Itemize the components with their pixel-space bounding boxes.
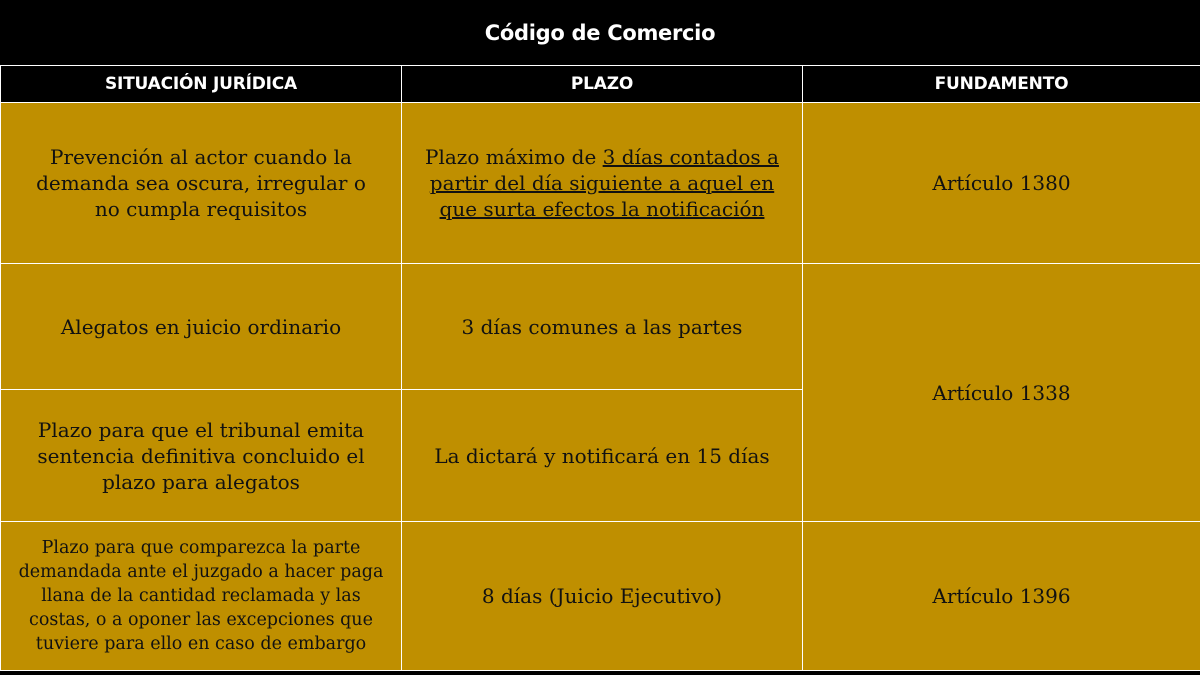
cell-situacion: Alegatos en juicio ordinario: [1, 264, 402, 390]
cell-situacion: Prevención al actor cuando la demanda sea oscura, irregular o no cumpla requisitos: [1, 103, 402, 264]
legal-terms-table: [0, 65, 1200, 671]
cell-situacion: Plazo para que el tribunal emita sentencia definitiva concluido el plazo para alegatos: [1, 390, 402, 522]
table-header-row: [1, 66, 1200, 103]
cell-fundamento: Artículo 1338: [803, 264, 1200, 522]
plazo-prefix-text: Plazo máximo de: [425, 145, 603, 169]
plazo-underlined-text: 3 días contados a partir del día siguiente a aquel en que surta efectos la notificación: [429, 145, 779, 221]
cell-plazo: 8 días (Juicio Ejecutivo): [402, 522, 803, 671]
cell-plazo: 3 días comunes a las partes: [402, 264, 803, 390]
header-fundamento: FUNDAMENTO: [803, 66, 1200, 103]
cell-fundamento: Artículo 1380: [803, 103, 1200, 264]
cell-plazo: [402, 103, 803, 264]
page-title: Código de Comercio: [0, 0, 1200, 66]
table-row: [1, 264, 1200, 390]
cell-fundamento: Artículo 1396: [803, 522, 1200, 671]
cell-situacion: Plazo para que comparezca la parte demandada ante el juzgado a hacer paga llana de la cantidad reclamada y las costas, o a oponer las excepciones que tuviere para ello en caso de embargo: [1, 522, 402, 671]
cell-plazo: La dictará y notificará en 15 días: [402, 390, 803, 522]
table-row: [1, 522, 1200, 671]
header-plazo: PLAZO: [402, 66, 803, 103]
header-situacion-juridica: SITUACIÓN JURÍDICA: [1, 66, 402, 103]
table-row: [1, 103, 1200, 264]
